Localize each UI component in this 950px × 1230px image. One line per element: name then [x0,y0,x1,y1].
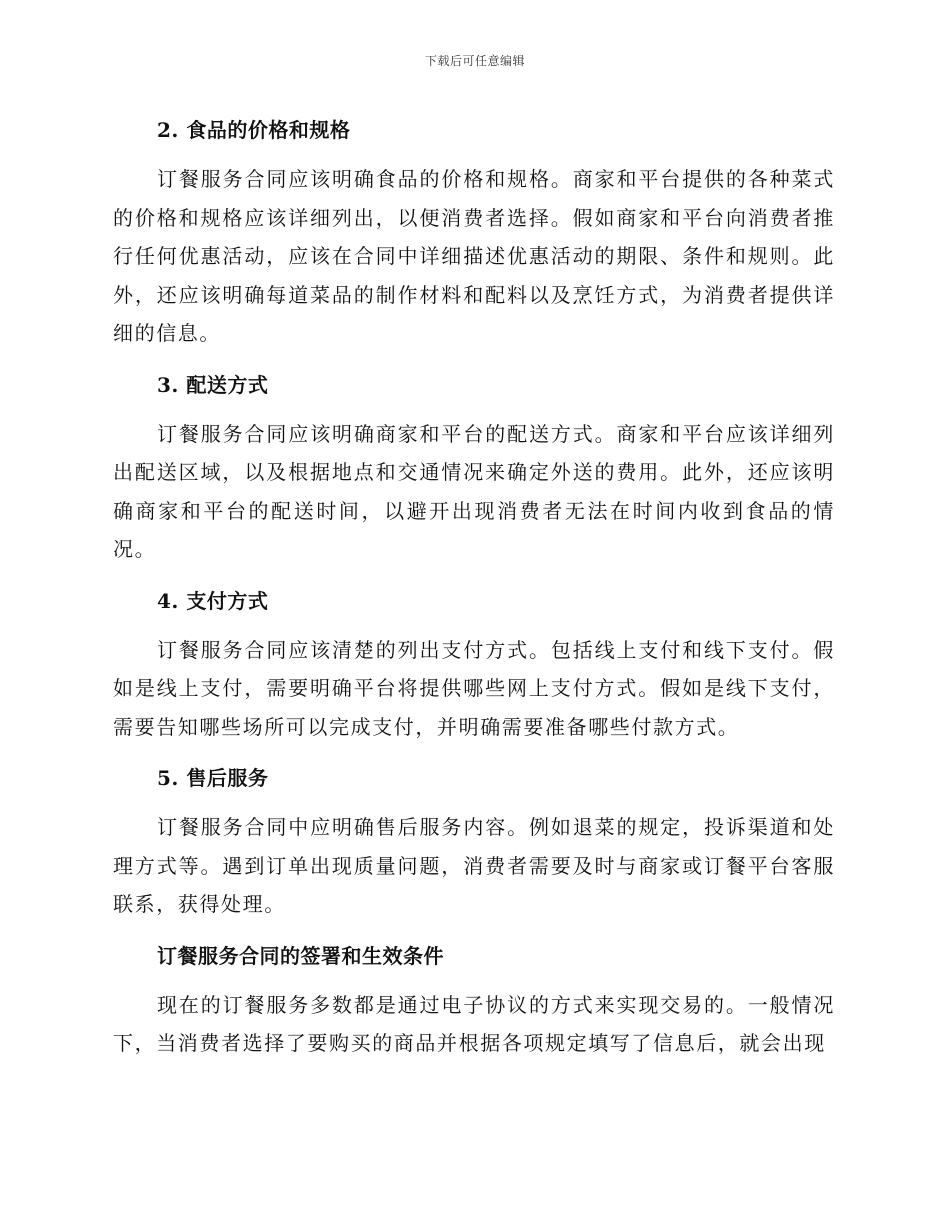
section-heading-signing: 订餐服务合同的签署和生效条件 [157,943,444,968]
section-heading-price-spec: 2. 食品的价格和规格 [157,118,351,142]
document-body [113,110,835,1075]
section-heading-delivery: 3. 配送方式 [157,372,269,397]
page-header: 下载后可任意编辑 [424,54,525,68]
section-paragraph-price-spec: 订餐服务合同应该明确食品的价格和规格。商家和平台提供的各种菜式的价格和规格应该详细列出，以便消费者选择。假如商家和平台向消费者推行任何优惠活动，应该在合同中详细描述优惠活动的期限、条件和规则。此外，还应该明确每道菜品的制作材料和配料以及烹饪方式，为消费者提供详细的信息。 [113,167,835,345]
section-heading-after-sales: 5. 售后服务 [157,766,269,790]
section-paragraph-delivery: 订餐服务合同应该明确商家和平台的配送方式。商家和平台应该详细列出配送区域，以及根据地点和交通情况来确定外送的费用。此外，还应该明确商家和平台的配送时间，以避开出现消费者无法在时间内收到食品的情况。 [113,421,835,561]
section-heading-payment: 4. 支付方式 [157,588,269,613]
section-paragraph-payment: 订餐服务合同应该清楚的列出支付方式。包括线上支付和线下支付。假如是线上支付，需要明确平台将提供哪些网上支付方式。假如是线下支付，需要告知哪些场所可以完成支付，并明确需要准备哪些付款方式。 [113,637,835,739]
section-paragraph-after-sales: 订餐服务合同中应明确售后服务内容。例如退菜的规定，投诉渠道和处理方式等。遇到订单出现质量问题，消费者需要及时与商家或订餐平台客服联系，获得处理。 [113,815,835,916]
section-paragraph-signing: 现在的订餐服务多数都是通过电子协议的方式来实现交易的。一般情况下，当消费者选择了要购买的商品并根据各项规定填写了信息后，就会出现 [113,992,835,1055]
